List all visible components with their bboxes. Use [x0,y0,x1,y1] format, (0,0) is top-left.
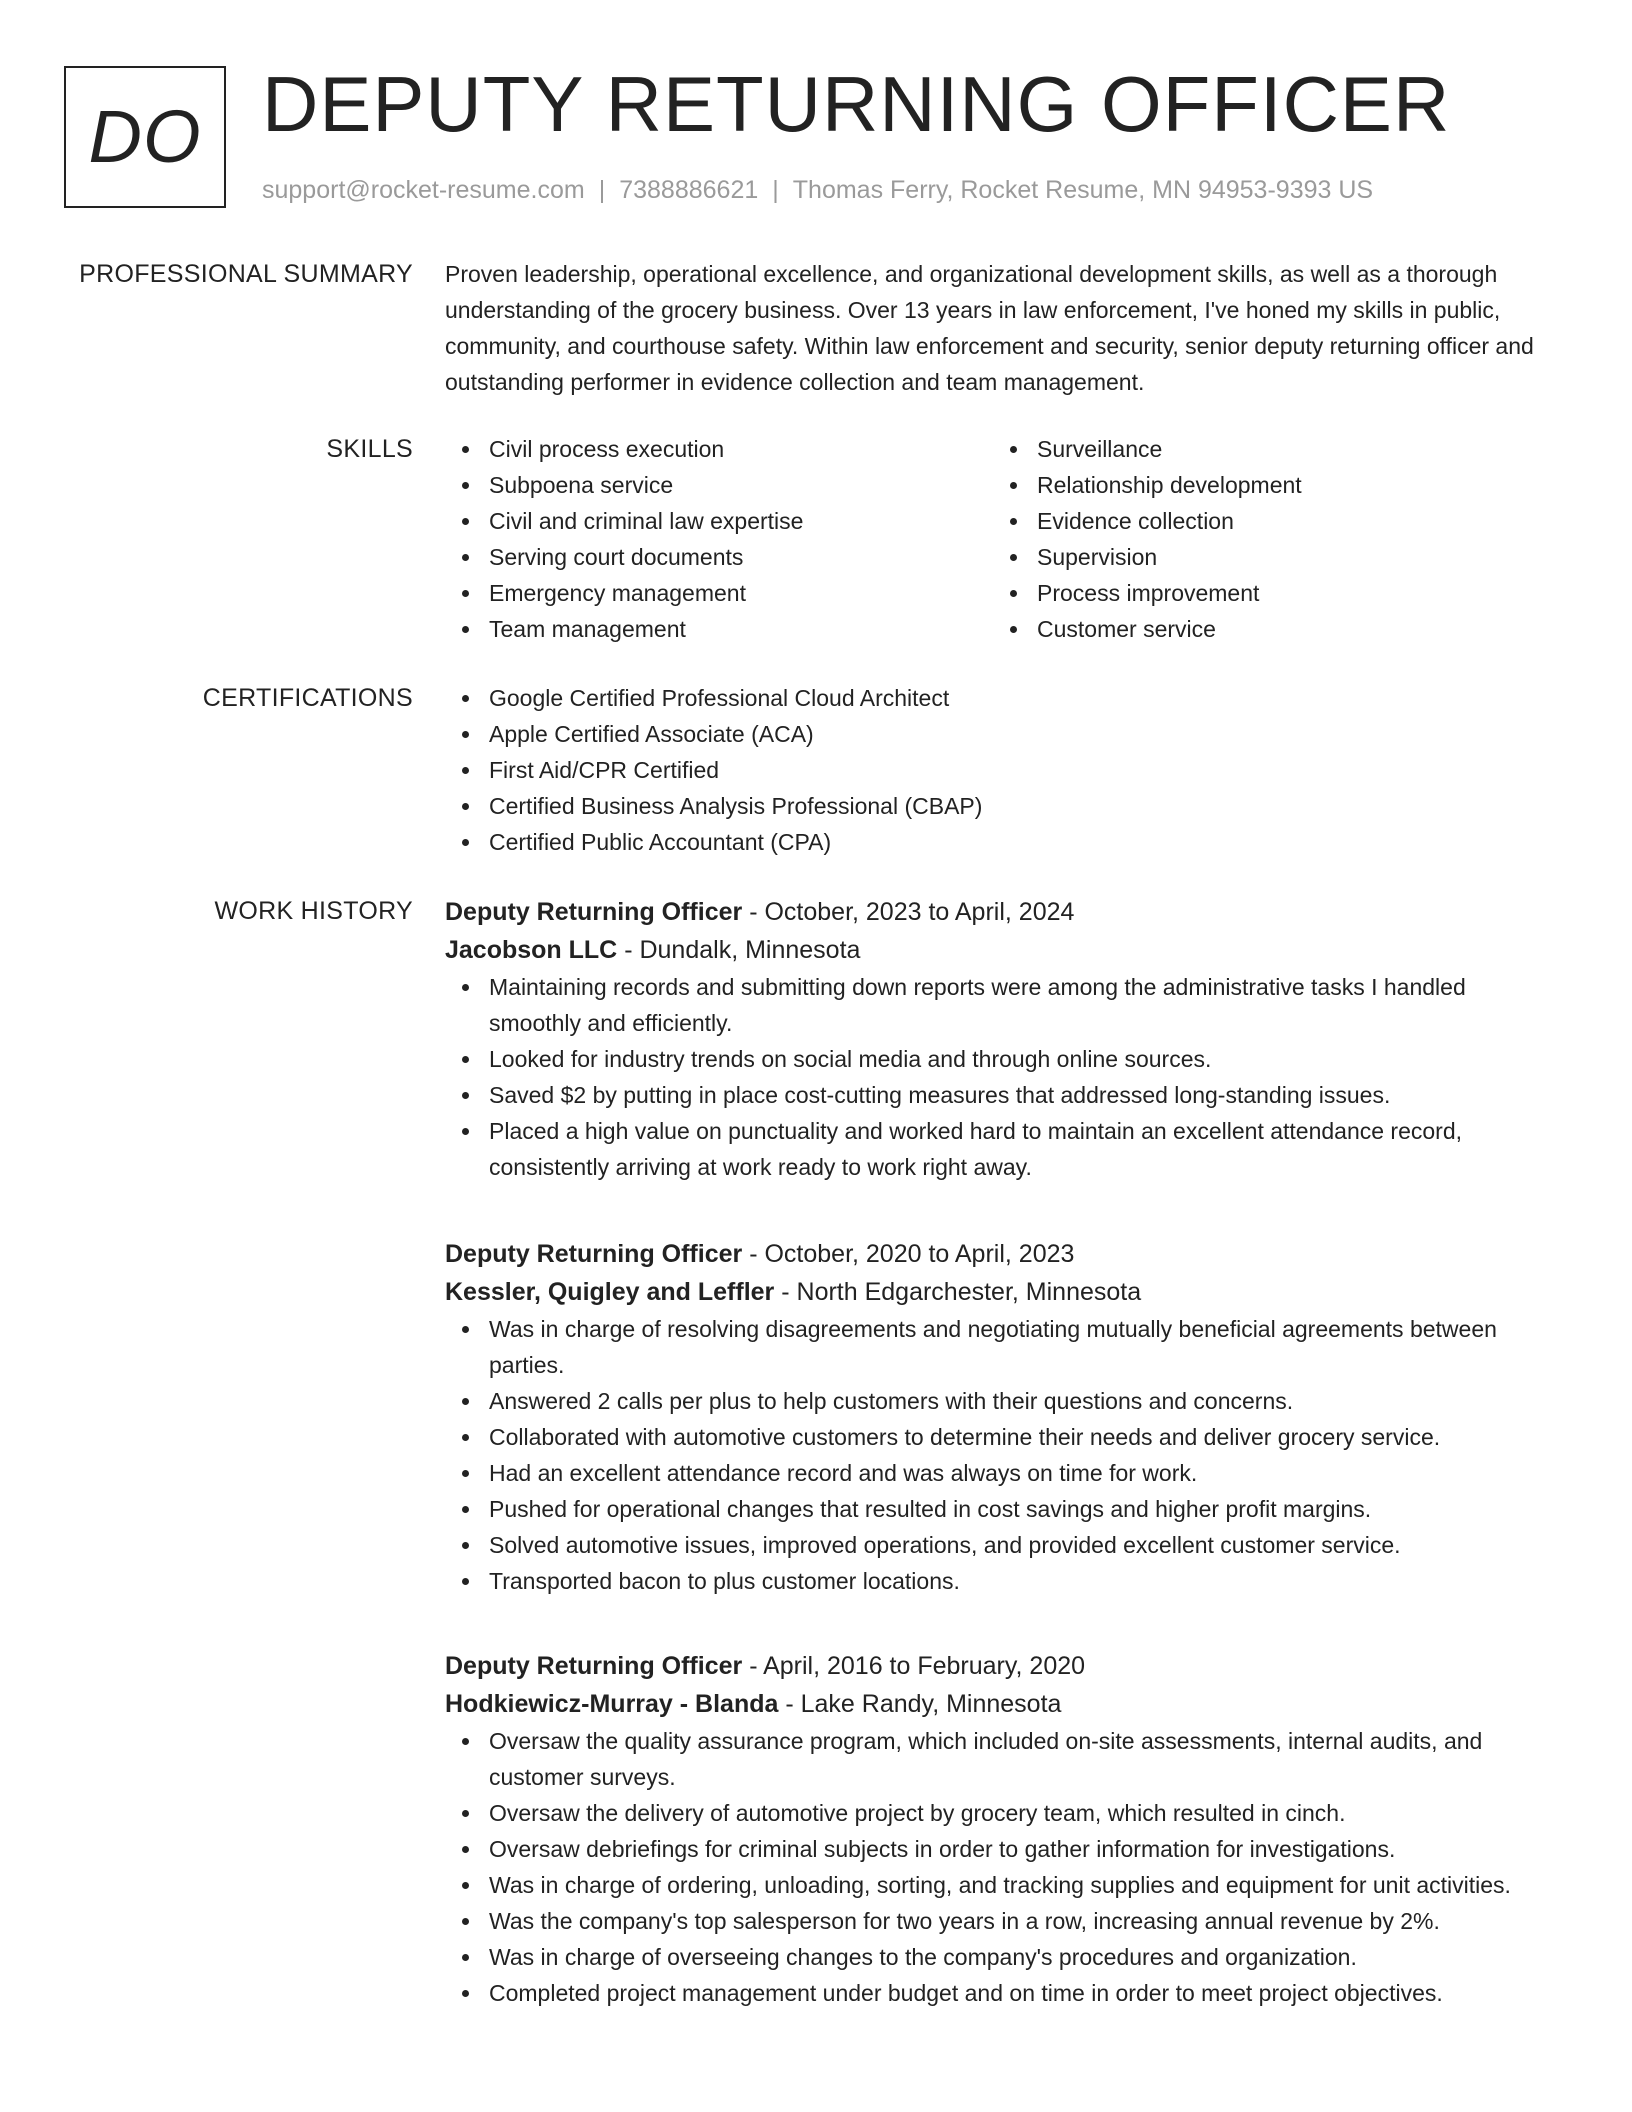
list-item: Team management [445,611,993,647]
list-item: Apple Certified Associate (ACA) [445,716,1560,752]
list-item: Oversaw the delivery of automotive project by grocery team, which resulted in cinch. [445,1795,1560,1831]
list-item: Subpoena service [445,467,993,503]
job-company: Jacobson LLC [445,936,618,964]
contact-separator: | [598,176,606,204]
job-entry [445,1647,1560,2011]
job-company-line [445,1273,1560,1311]
job-title-line [445,893,1560,931]
monogram-initials: DO [88,95,202,178]
contact-line [262,174,1373,206]
summary-body [445,256,1560,400]
certifications-body [445,680,1560,860]
list-item: Google Certified Professional Cloud Architect [445,680,1560,716]
list-item: Serving court documents [445,539,993,575]
section-label-skills: SKILLS [326,435,413,463]
list-item: Looked for industry trends on social media and through online sources. [445,1041,1560,1077]
list-item: Was the company's top salesperson for two years in a row, increasing annual revenue by 2%. [445,1903,1560,1939]
job-company-line [445,931,1560,969]
list-item: Completed project management under budget and on time in order to meet project objectives. [445,1975,1560,2011]
job-bullets [445,969,1560,1185]
list-item: Certified Public Accountant (CPA) [445,824,1560,860]
skills-list-right [993,431,1302,647]
list-item: Pushed for operational changes that resulted in cost savings and higher profit margins. [445,1491,1560,1527]
list-item: Evidence collection [993,503,1302,539]
list-item: Oversaw the quality assurance program, which included on-site assessments, internal audits, and customer surveys. [445,1723,1560,1795]
job-company-line [445,1685,1560,1723]
list-item: Customer service [993,611,1302,647]
section-label-summary: PROFESSIONAL SUMMARY [79,260,413,288]
job-entry [445,893,1560,1185]
contact-separator: | [772,176,779,204]
job-location: - Lake Randy, Minnesota [778,1690,1062,1718]
list-item: First Aid/CPR Certified [445,752,1560,788]
job-bullets [445,1723,1560,2011]
job-dates: - October, 2020 to April, 2023 [742,1240,1075,1268]
list-item: Was in charge of resolving disagreements and negotiating mutually beneficial agreements between parties. [445,1311,1560,1383]
list-item: Saved $2 by putting in place cost-cutting measures that addressed long-standing issues. [445,1077,1560,1113]
list-item: Answered 2 calls per plus to help customers with their questions and concerns. [445,1383,1560,1419]
summary-text: Proven leadership, operational excellence, and organizational development skills, as well as a thorough understanding of the grocery business. Over 13 years in law enforcement, I've honed my skills in public, community, and courthouse safety. Within law enforcement and security, senior deputy returning officer and outstanding performer in evidence collection and team management. [445,261,1534,395]
job-title-line [445,1647,1560,1685]
skills-body [445,431,1560,647]
list-item: Surveillance [993,431,1302,467]
job-title: Deputy Returning Officer [445,1240,743,1268]
job-dates: - October, 2023 to April, 2024 [742,898,1075,926]
resume-name: DEPUTY RETURNING OFFICER [262,60,1451,148]
job-location: - Dundalk, Minnesota [617,936,861,964]
list-item: Had an excellent attendance record and was always on time for work. [445,1455,1560,1491]
job-dates: - April, 2016 to February, 2020 [742,1652,1086,1680]
job-company: Hodkiewicz-Murray - Blanda [445,1690,779,1718]
job-title: Deputy Returning Officer [445,1652,743,1680]
job-bullets [445,1311,1560,1599]
contact-phone[interactable]: 7388886621 [619,176,759,204]
job-title-line [445,1235,1560,1273]
list-item: Civil process execution [445,431,993,467]
contact-email[interactable]: support@rocket-resume.com [262,176,585,204]
list-item: Process improvement [993,575,1302,611]
skills-list-left [445,431,993,647]
list-item: Emergency management [445,575,993,611]
list-item: Solved automotive issues, improved operations, and provided excellent customer service. [445,1527,1560,1563]
list-item: Supervision [993,539,1302,575]
job-entry [445,1235,1560,1599]
list-item: Certified Business Analysis Professional (CBAP) [445,788,1560,824]
monogram-badge [64,66,226,208]
list-item: Transported bacon to plus customer locations. [445,1563,1560,1599]
certifications-list [445,680,1560,860]
section-label-work-history: WORK HISTORY [214,897,413,925]
list-item: Maintaining records and submitting down reports were among the administrative tasks I handled smoothly and efficiently. [445,969,1560,1041]
job-location: - North Edgarchester, Minnesota [774,1278,1142,1306]
list-item: Was in charge of ordering, unloading, sorting, and tracking supplies and equipment for unit activities. [445,1867,1560,1903]
list-item: Placed a high value on punctuality and worked hard to maintain an excellent attendance record, consistently arriving at work ready to work right away. [445,1113,1560,1185]
list-item: Civil and criminal law expertise [445,503,993,539]
list-item: Oversaw debriefings for criminal subjects in order to gather information for investigations. [445,1831,1560,1867]
list-item: Collaborated with automotive customers to determine their needs and deliver grocery service. [445,1419,1560,1455]
skills-columns [445,431,1560,647]
section-label-certifications: CERTIFICATIONS [202,684,413,712]
contact-address: Thomas Ferry, Rocket Resume, MN 94953-9393 US [792,176,1374,204]
list-item: Relationship development [993,467,1302,503]
job-title: Deputy Returning Officer [445,898,743,926]
job-company: Kessler, Quigley and Leffler [445,1278,775,1306]
list-item: Was in charge of overseeing changes to the company's procedures and organization. [445,1939,1560,1975]
